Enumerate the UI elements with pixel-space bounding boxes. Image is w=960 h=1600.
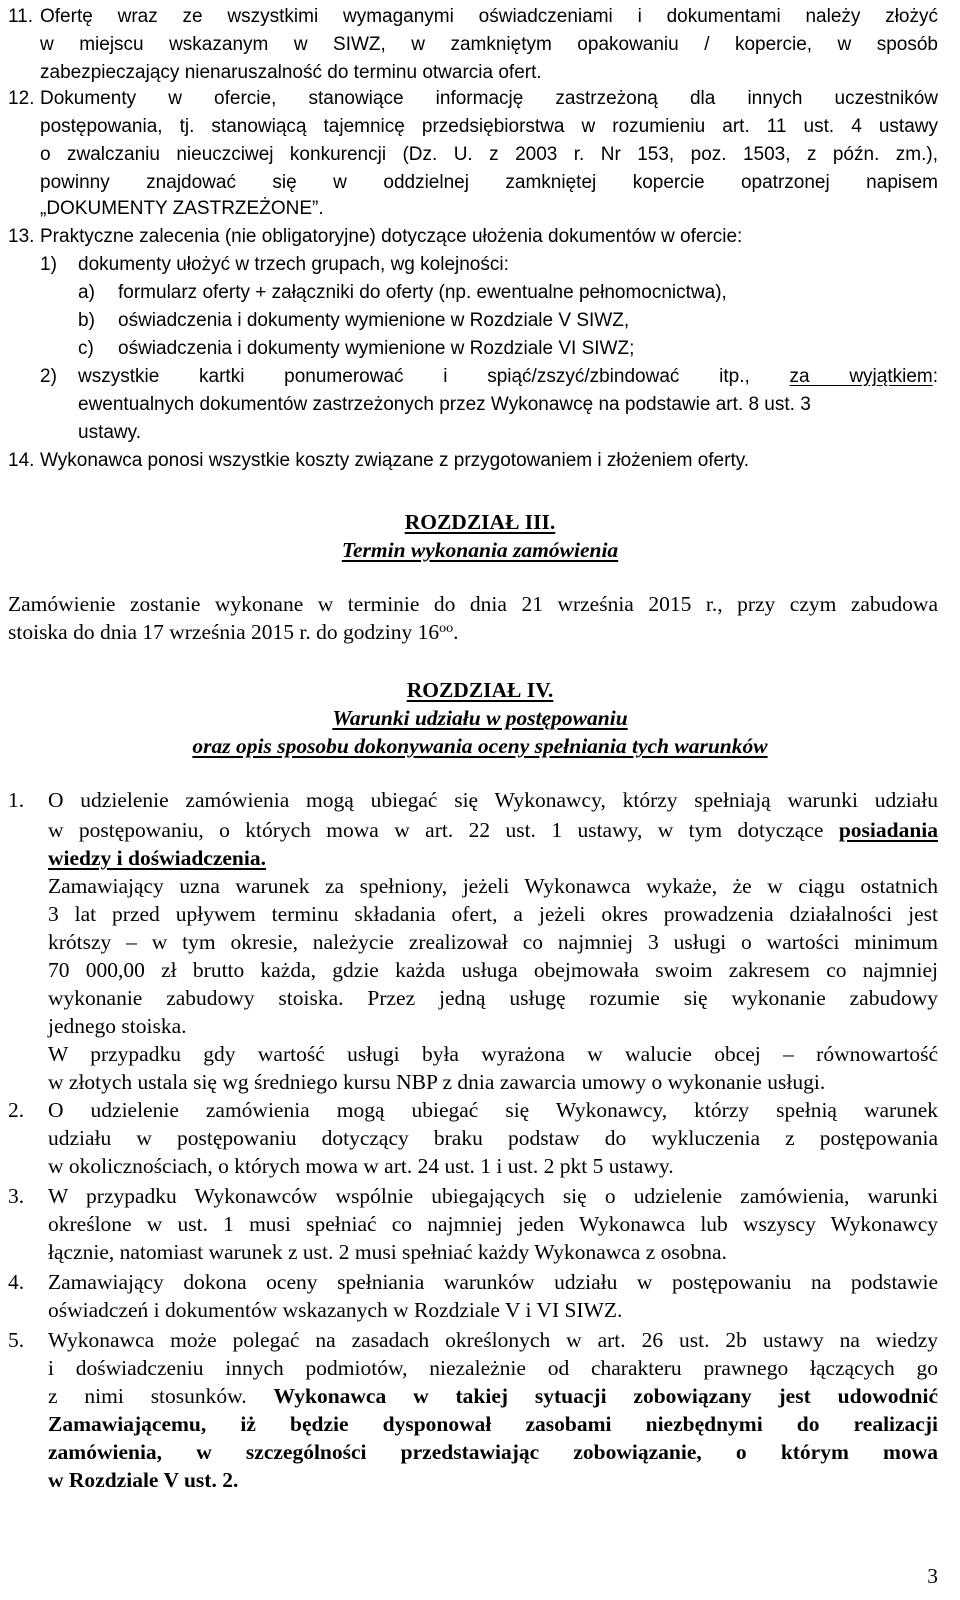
paragraph-1-para-2-line-1: Zamawiający uzna warunek za spełniony, jeżeli Wykonawca wykaże, że w ciągu ostatnich — [48, 874, 938, 898]
item-11-line-2: w miejscu wskazanym w SIWZ, w zamkniętym opakowaniu / kopercie, w sposób — [40, 34, 938, 55]
item-14-number: 14. — [8, 450, 35, 471]
item-12-line-1: Dokumenty w ofercie, stanowiące informację zastrzeżoną dla innych uczestników — [40, 88, 938, 109]
item-13-a-text: formularz oferty + załączniki do oferty (np. ewentualne pełnomocnictwa), — [118, 282, 727, 303]
chapter-3-line-1: Zamówienie zostanie wykonane w terminie do dnia 21 września 2015 r., przy czym zabudowa — [8, 592, 938, 616]
item-13-a-number: a) — [78, 282, 95, 303]
item-14-text: Wykonawca ponosi wszystkie koszty związane z przygotowaniem i złożeniem oferty. — [40, 450, 750, 471]
chapter-3-line-2-end: . — [453, 620, 459, 644]
item-13-sub-2-text: wszystkie kartki ponumerować i spiąć/zszyć/zbindować itp., — [78, 366, 750, 387]
chapter-3-line-2-text: stoiska do dnia 17 września 2015 r. do godziny 16 — [8, 620, 440, 644]
paragraph-3-number: 3. — [8, 1184, 25, 1208]
item-13-sub-2-line-2: ewentualnych dokumentów zastrzeżonych przez Wykonawcę na podstawie art. 8 ust. 3 — [78, 394, 811, 415]
paragraph-3-line-2: określone w ust. 1 musi spełniać co najmniej jeden Wykonawca lub wszyscy Wykonawcy — [48, 1212, 938, 1236]
posiadania-text: posiadania — [838, 818, 939, 842]
paragraph-5-line-3-text: z nimi stosunków. — [48, 1384, 247, 1408]
item-13-sub-2-number: 2) — [40, 366, 57, 387]
paragraph-5-bold-start: Wykonawca w takiej sytuacji zobowiązany jest udowodnić — [273, 1384, 938, 1408]
item-12-line-2: postępowania, tj. stanowiącą tajemnicę przedsiębiorstwa w rozumieniu art. 11 ust. 4 ustawy — [40, 116, 938, 137]
paragraph-1-line-2 — [48, 818, 938, 843]
item-12-line-5: „DOKUMENTY ZASTRZEŻONE”. — [40, 198, 324, 219]
paragraph-1-para-2-line-3: krótszy – w tym okresie, należycie zrealizował co najmniej 3 usługi o wartości minimum — [48, 930, 938, 954]
paragraph-5-number: 5. — [8, 1328, 25, 1352]
paragraph-1-line-2-text: w postępowaniu, o których mowa w art. 22 ust. 1 ustawy, w tym dotyczące — [48, 818, 824, 842]
item-12-line-4: powinny znajdować się w oddzielnej zamkniętej kopercie opatrzonej napisem — [40, 172, 938, 193]
item-11-line-3: zabezpieczający nienaruszalność do terminu otwarcia ofert. — [40, 62, 542, 83]
item-13-sub-2-line-1 — [78, 366, 938, 388]
za-wyjatkiem-text: za wyjątkiem — [789, 366, 933, 387]
chapter-4-subtitle-2: oraz opis sposobu dokonywania oceny spełniania tych warunków — [192, 734, 768, 758]
chapter-3-subtitle: Termin wykonania zamówienia — [341, 538, 619, 562]
paragraph-2-line-1: O udzielenie zamówienia mogą ubiegać się Wykonawcy, którzy spełnią warunek — [48, 1098, 938, 1122]
item-13-sub-2-line-3: ustawy. — [78, 422, 142, 443]
paragraph-3-line-3: łącznie, natomiast warunek z ust. 2 musi spełniać każdy Wykonawca z osobna. — [48, 1240, 727, 1264]
item-13-c-text: oświadczenia i dokumenty wymienione w Rozdziale VI SIWZ; — [118, 338, 635, 359]
paragraph-1-number: 1. — [8, 788, 25, 812]
paragraph-4-line-1: Zamawiający dokona oceny spełniania warunków udziału w postępowaniu na podstawie — [48, 1270, 938, 1294]
paragraph-5-line-3 — [48, 1384, 938, 1409]
item-12-number: 12. — [8, 88, 35, 109]
paragraph-1-line-1: O udzielenie zamówienia mogą ubiegać się Wykonawcy, którzy spełniają warunki udziału — [48, 788, 938, 812]
item-13-intro: Praktyczne zalecenia (nie obligatoryjne) dotyczące ułożenia dokumentów w ofercie: — [40, 226, 743, 247]
paragraph-1-para-3-line-2: w złotych ustala się wg średniego kursu NBP z dnia zawarcia umowy o wykonanie usługi. — [48, 1070, 826, 1094]
item-13-b-number: b) — [78, 310, 95, 331]
item-13-c-number: c) — [78, 338, 94, 359]
chapter-3-line-2 — [8, 620, 459, 645]
item-13-sub-1-number: 1) — [40, 254, 57, 275]
item-11-line-1: Ofertę wraz ze wszystkimi wymaganymi oświadczeniami i dokumentami należy złożyć — [40, 6, 938, 27]
item-13-b-text: oświadczenia i dokumenty wymienione w Rozdziale V SIWZ, — [118, 310, 630, 331]
item-13-colon: : — [932, 366, 939, 387]
item-13-sub-1-text: dokumenty ułożyć w trzech grupach, wg kolejności: — [78, 254, 509, 275]
paragraph-1-para-2-line-6: jednego stoiska. — [48, 1014, 187, 1038]
item-12-line-3: o zwalczaniu nieuczciwej konkurencji (Dz. U. z 2003 r. Nr 153, poz. 1503, z późn. zm.), — [40, 144, 938, 165]
page-number: 3 — [927, 1564, 938, 1588]
paragraph-1-para-2-line-4: 70 000,00 zł brutto każda, gdzie każda usługa obejmowała swoim zakresem co najmniej — [48, 958, 938, 982]
paragraph-2-number: 2. — [8, 1098, 25, 1122]
paragraph-1-para-3-line-1: W przypadku gdy wartość usługi była wyrażona w walucie obcej – równowartość — [48, 1042, 938, 1066]
item-13-number: 13. — [8, 226, 35, 247]
paragraph-3-line-1: W przypadku Wykonawców wspólnie ubiegających się o udzielenie zamówienia, warunki — [48, 1184, 938, 1208]
paragraph-1-para-2-line-2: 3 lat przed upływem terminu składania ofert, a jeżeli okres prowadzenia działalności jest — [48, 902, 938, 926]
item-11-number: 11. — [8, 6, 34, 27]
paragraph-4-line-2: oświadczeń i dokumentów wskazanych w Rozdziale V i VI SIWZ. — [48, 1298, 623, 1322]
paragraph-5-line-6: w Rozdziale V ust. 2. — [48, 1468, 239, 1492]
chapter-4-title: ROZDZIAŁ IV. — [406, 678, 554, 702]
chapter-4-subtitle-1: Warunki udziału w postępowaniu — [332, 706, 628, 730]
paragraph-5-line-5: zamówienia, w szczególności przedstawiając zobowiązanie, o którym mowa — [48, 1440, 938, 1464]
paragraph-1-line-3: wiedzy i doświadczenia. — [48, 846, 266, 870]
hour-superscript: oo — [439, 621, 454, 636]
paragraph-4-number: 4. — [8, 1270, 25, 1294]
paragraph-2-line-2: udziału w postępowaniu dotyczący braku podstaw do wykluczenia z postępowania — [48, 1126, 938, 1150]
paragraph-1-para-2-line-5: wykonanie zabudowy stoiska. Przez jedną usługę rozumie się wykonanie zabudowy — [48, 986, 938, 1010]
chapter-3-title: ROZDZIAŁ III. — [404, 510, 556, 534]
paragraph-5-line-2: i doświadczeniu innych podmiotów, niezależnie od charakteru prawnego łączących go — [48, 1356, 938, 1380]
paragraph-5-line-1: Wykonawca może polegać na zasadach określonych w art. 26 ust. 2b ustawy na wiedzy — [48, 1328, 938, 1352]
paragraph-2-line-3: w okolicznościach, o których mowa w art. 24 ust. 1 i ust. 2 pkt 5 ustawy. — [48, 1154, 674, 1178]
paragraph-5-line-4: Zamawiającemu, iż będzie dysponował zasobami niezbędnymi do realizacji — [48, 1412, 938, 1436]
